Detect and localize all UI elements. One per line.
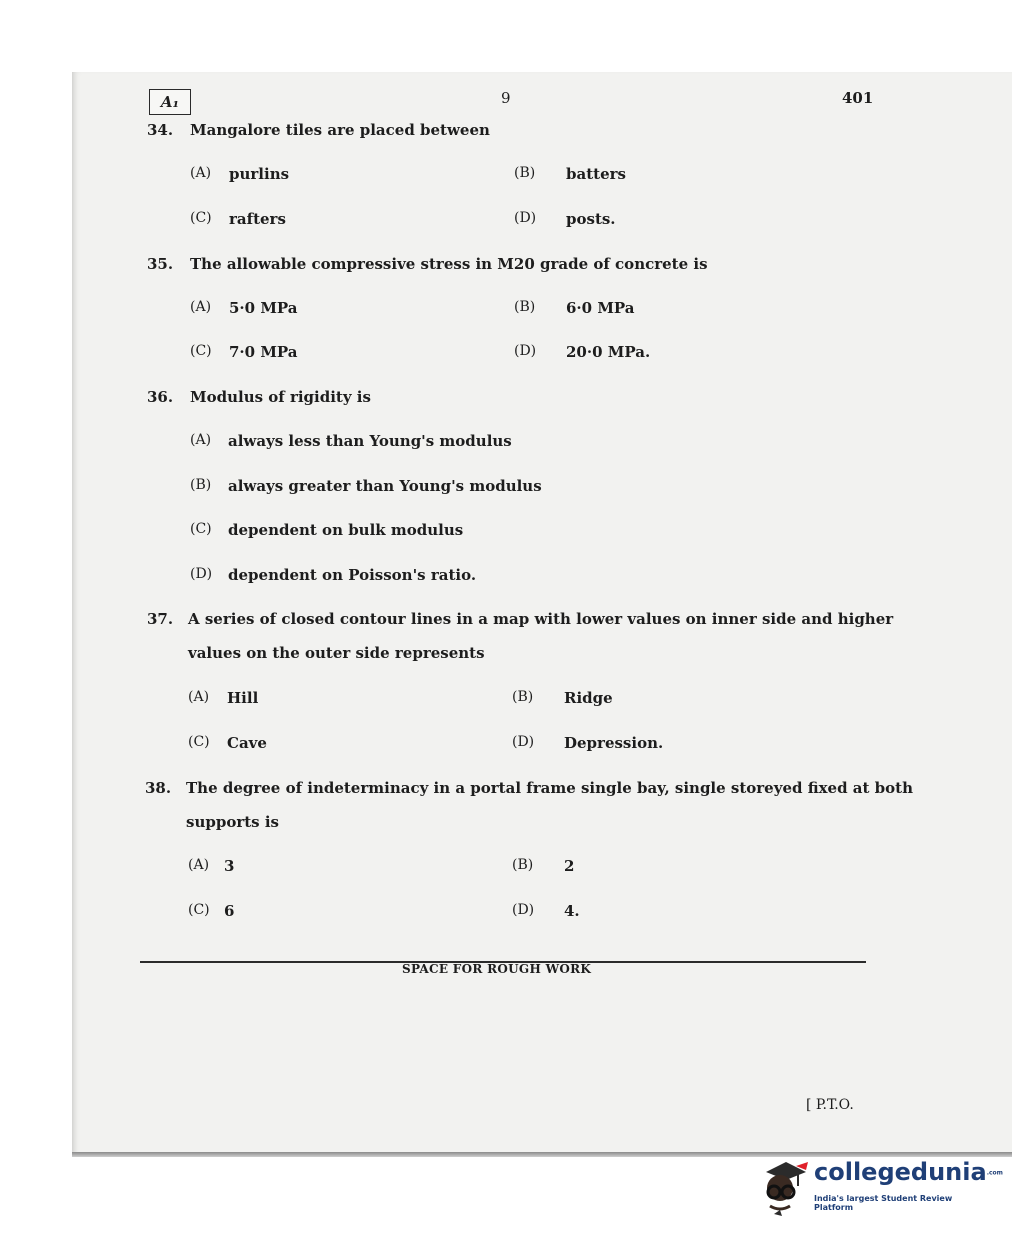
question-number: 36. (147, 388, 174, 406)
question-text-line2: values on the outer side represents (188, 644, 485, 662)
option-letter: (A) (190, 432, 212, 448)
paper-code: 401 (842, 89, 874, 107)
question-number: 34. (147, 121, 174, 139)
option-text: Depression. (564, 734, 664, 752)
option-text: 2 (564, 857, 575, 875)
option-letter: (D) (514, 210, 537, 226)
option-letter: (C) (188, 902, 210, 918)
option-text: always greater than Young's modulus (228, 477, 542, 495)
option-text: 7·0 MPa (229, 343, 298, 361)
option-letter: (B) (514, 165, 536, 181)
option-letter: (A) (190, 165, 212, 181)
page-code: A₁ (160, 93, 180, 111)
brand-suffix: .com (986, 1169, 1003, 1177)
brand-name-text: collegedunia (814, 1158, 987, 1186)
option-text: dependent on Poisson's ratio. (228, 566, 477, 584)
question-text: Mangalore tiles are placed between (190, 121, 490, 139)
option-text: 6·0 MPa (566, 299, 635, 317)
option-text: Hill (227, 689, 259, 707)
option-text: purlins (229, 165, 290, 183)
option-text: 5·0 MPa (229, 299, 298, 317)
option-letter: (B) (514, 299, 536, 315)
option-letter: (A) (188, 689, 210, 705)
page-number: 9 (501, 89, 511, 107)
option-letter: (D) (514, 343, 537, 359)
option-text: Ridge (564, 689, 613, 707)
question-number: 37. (147, 610, 174, 628)
option-text: 6 (224, 902, 235, 920)
question-number: 35. (147, 255, 174, 273)
option-text: 20·0 MPa. (566, 343, 651, 361)
brand-logo (752, 1150, 1003, 1220)
brand-name (814, 1158, 1003, 1186)
option-letter: (A) (188, 857, 210, 873)
option-letter: (B) (190, 477, 212, 493)
option-letter: (B) (512, 689, 534, 705)
option-letter: (C) (190, 210, 212, 226)
option-text: Cave (227, 734, 267, 752)
option-text: 3 (224, 857, 235, 875)
question-text: The allowable compressive stress in M20 grade of concrete is (190, 255, 708, 273)
question-number: 38. (145, 779, 172, 797)
question-text-line1: The degree of indeterminacy in a portal frame single bay, single storeyed fixed at both (186, 779, 913, 797)
option-letter: (C) (190, 521, 212, 537)
option-text: batters (566, 165, 626, 183)
pto-label: [ P.T.O. (806, 1097, 854, 1113)
option-letter: (C) (188, 734, 210, 750)
brand-tagline: India's largest Student Review Platform (814, 1194, 953, 1212)
option-text: always less than Young's modulus (228, 432, 512, 450)
page-code-box (149, 89, 191, 115)
question-text: Modulus of rigidity is (190, 388, 371, 406)
option-text: 4. (564, 902, 580, 920)
option-letter: (D) (190, 566, 213, 582)
option-letter: (D) (512, 902, 535, 918)
option-letter: (B) (512, 857, 534, 873)
option-letter: (D) (512, 734, 535, 750)
option-text: rafters (229, 210, 286, 228)
question-text-line1: A series of closed contour lines in a map with lower values on inner side and higher (188, 610, 894, 628)
option-letter: (A) (190, 299, 212, 315)
rough-work-label: SPACE FOR ROUGH WORK (402, 962, 592, 976)
option-text: dependent on bulk modulus (228, 521, 464, 539)
graduate-mascot-icon (752, 1150, 812, 1220)
question-text-line2: supports is (186, 813, 279, 831)
option-text: posts. (566, 210, 616, 228)
option-letter: (C) (190, 343, 212, 359)
